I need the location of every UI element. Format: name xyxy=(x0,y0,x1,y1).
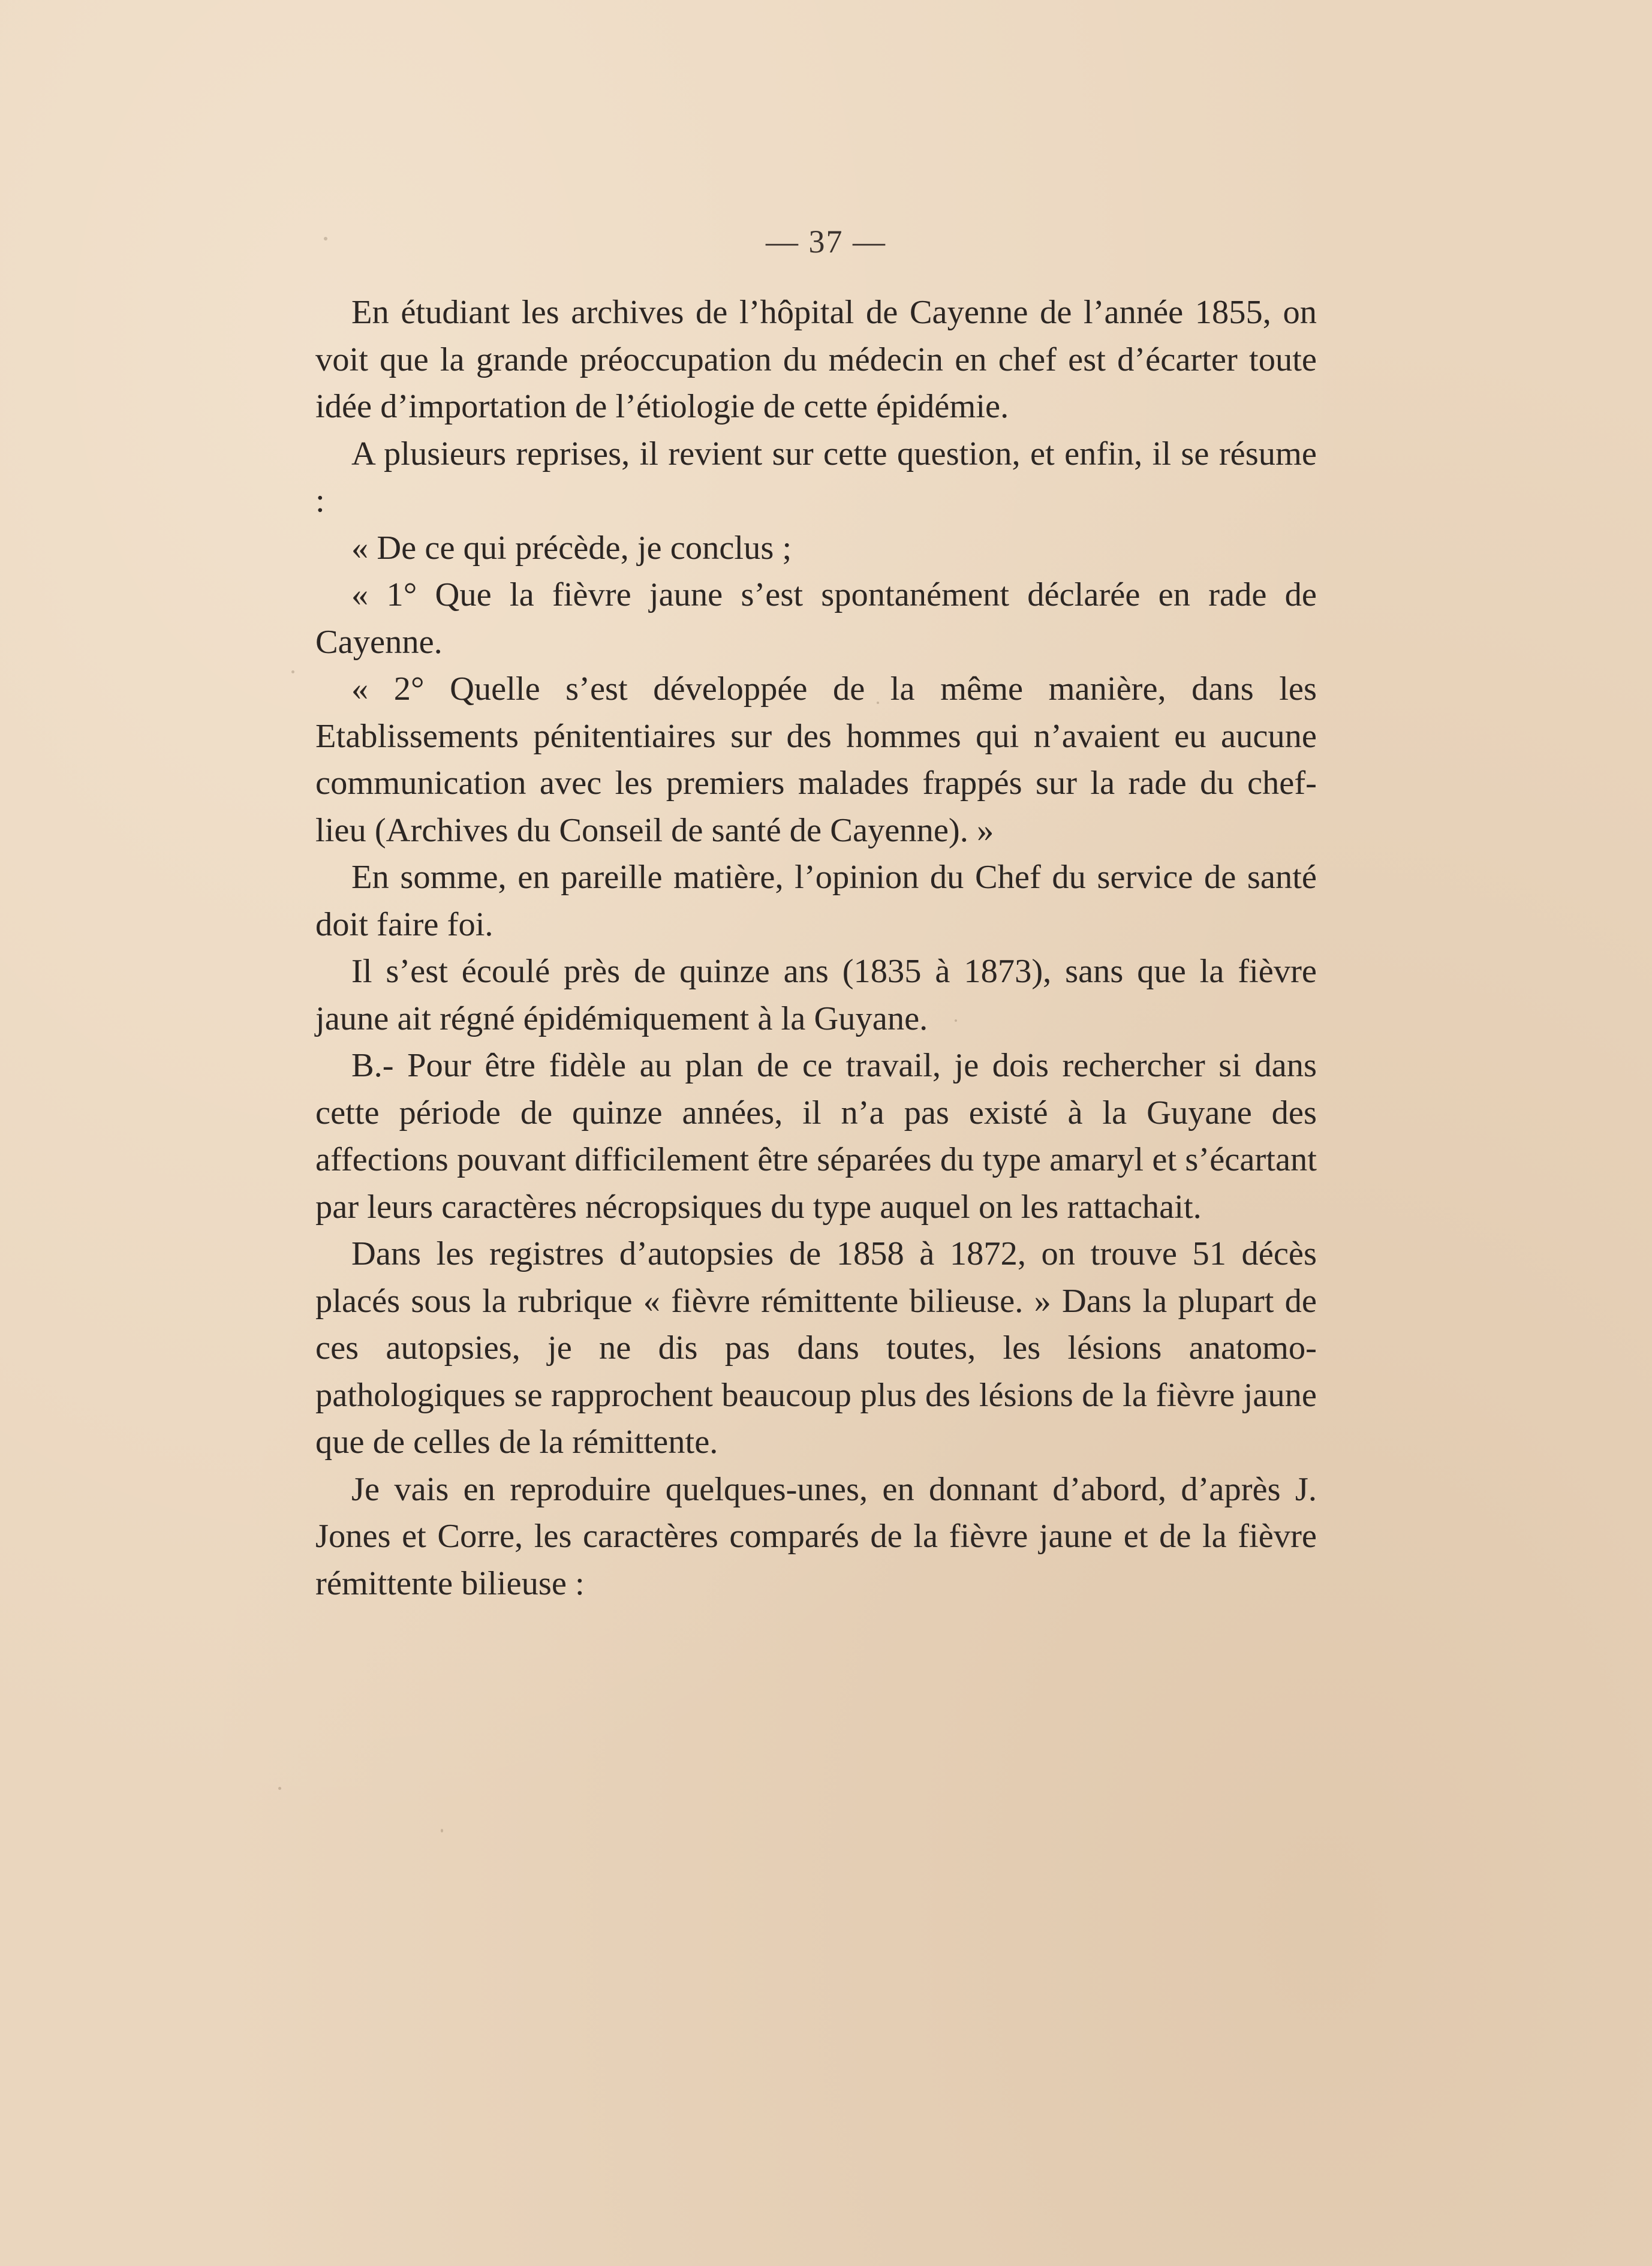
paragraph: En étudiant les archives de l’hôpital de Cayenne de l’année 1855, on voit que la grande préoccupation du médecin en chef est d’écarter toute idée d’importation de l’étiologie de cette épidémie. xyxy=(315,294,1317,425)
quote-paragraph: « 2° Quelle s’est développée de la même manière, dans les Etablissements pénitentiaires sur des hommes qui n’avaient eu aucune communication avec les premiers malades frappés sur la rade du chef-lieu (Archives du Conseil de santé de Cayenne). » xyxy=(315,670,1317,849)
paper-speck xyxy=(955,1019,957,1022)
paragraph: Il s’est écoulé près de quinze ans (1835 à 1873), sans que la fièvre jaune ait régné épidémiquement à la Guyane. xyxy=(315,953,1317,1037)
paper-speck xyxy=(877,702,879,704)
body-text xyxy=(315,289,1317,1607)
paragraph: B.- Pour être fidèle au plan de ce travail, je dois rechercher si dans cette période de quinze années, il n’a pas existé à la Guyane des affections pouvant difficilement être séparées du type amaryl et s’écartant par leurs caractères nécropsiques du type auquel on les rattachait. xyxy=(315,1047,1317,1226)
paragraph: En somme, en pareille matière, l’opinion du Chef du service de santé doit faire foi. xyxy=(315,859,1317,943)
paper-speck xyxy=(324,237,327,240)
paragraph: Je vais en reproduire quelques-unes, en donnant d’abord, d’après J. Jones et Corre, les caractères comparés de la fièvre jaune et de la fièvre rémittente bilieuse : xyxy=(315,1470,1317,1602)
paragraph: Dans les registres d’autopsies de 1858 à 1872, on trouve 51 décès placés sous la rubrique « fièvre rémittente bilieuse. » Dans la plupart de ces autopsies, je ne dis pas dans toutes, les lésions anatomo-pathologiques se rapprochent beaucoup plus des lésions de la fièvre jaune que de celles de la rémittente. xyxy=(315,1235,1317,1461)
quote-paragraph: « 1° Que la fièvre jaune s’est spontanément déclarée en rade de Cayenne. xyxy=(315,576,1317,661)
paragraph: A plusieurs reprises, il revient sur cette question, et enfin, il se résume : xyxy=(315,435,1317,519)
paper-speck xyxy=(441,1829,443,1832)
quote-paragraph: « De ce qui précède, je conclus ; xyxy=(351,529,792,567)
page-number: — 37 — xyxy=(766,224,886,260)
paper-speck xyxy=(291,670,294,673)
paper-speck xyxy=(278,1787,281,1790)
